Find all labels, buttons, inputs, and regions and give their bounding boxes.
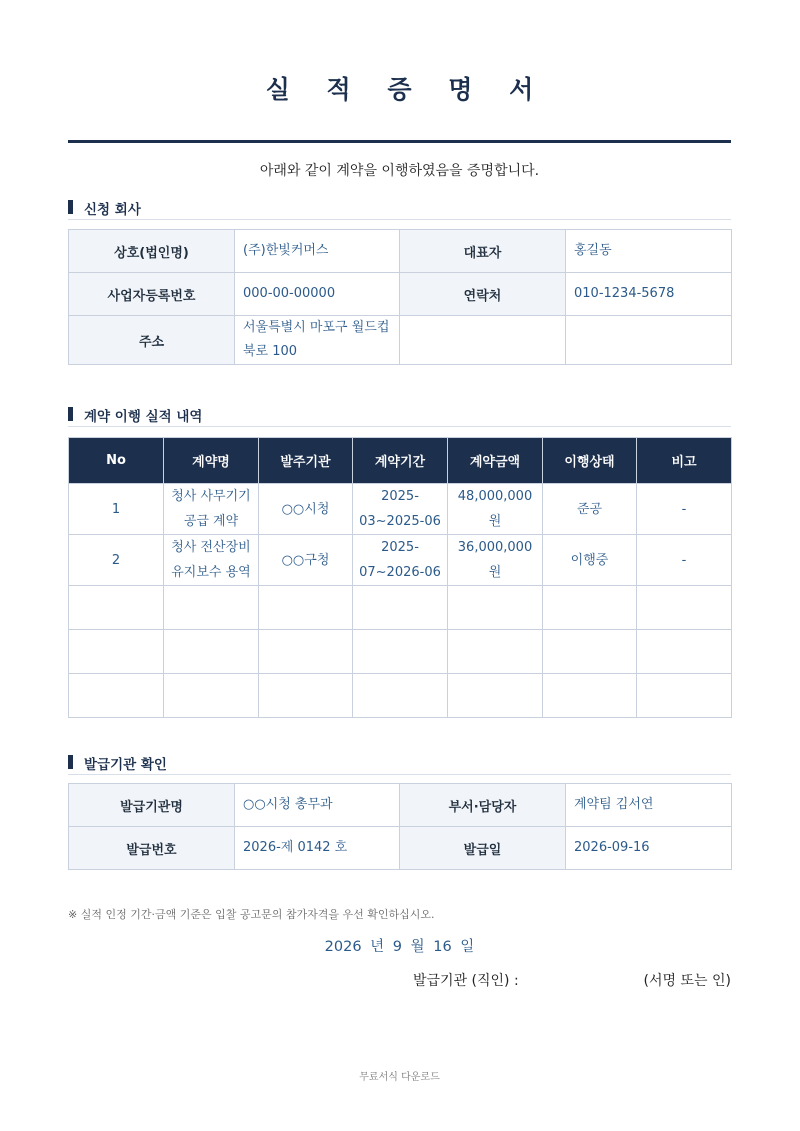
title-divider [68, 140, 731, 143]
section-title: 신청 회사 [84, 202, 141, 218]
empty-cell [259, 586, 353, 630]
section-title: 계약 이행 실적 내역 [84, 409, 203, 425]
empty-cell [543, 630, 637, 674]
table-cell: 준공 [543, 484, 637, 535]
empty-cell [448, 630, 543, 674]
section-performance-heading [68, 404, 731, 427]
section-marker [68, 200, 73, 214]
issuer-table [68, 783, 732, 870]
empty-cell [164, 674, 259, 718]
bizno-label: 사업자등록번호 [69, 273, 235, 316]
empty-cell [69, 586, 164, 630]
table-cell: 2025-03~2025-06 [353, 484, 448, 535]
column-header: 계약금액 [448, 438, 543, 484]
address-label: 주소 [69, 316, 235, 365]
phone-value: 010-1234-5678 [566, 273, 732, 316]
column-header: No [69, 438, 164, 484]
ceo-label: 대표자 [400, 230, 566, 273]
empty-cell [637, 630, 732, 674]
table-cell: - [637, 535, 732, 586]
empty-cell [543, 586, 637, 630]
intro-text: 아래와 같이 계약을 이행하였음을 증명합니다. [259, 163, 540, 179]
issue-no-label: 발급번호 [69, 827, 235, 870]
table-cell: - [637, 484, 732, 535]
empty-table-row [69, 586, 732, 630]
empty-cell [448, 586, 543, 630]
column-header: 계약명 [164, 438, 259, 484]
empty-cell [164, 630, 259, 674]
empty-cell [353, 674, 448, 718]
table-row [69, 535, 732, 586]
org-value: ○○시청 총무과 [235, 784, 400, 827]
empty-cell [69, 674, 164, 718]
empty-table-row [69, 674, 732, 718]
empty-cell [566, 316, 732, 365]
empty-cell [400, 316, 566, 365]
empty-cell [353, 586, 448, 630]
table-cell: 이행중 [543, 535, 637, 586]
document-title: 실 적 증 명 서 [265, 75, 548, 104]
empty-cell [259, 674, 353, 718]
empty-cell [637, 586, 732, 630]
empty-cell [164, 586, 259, 630]
section-marker [68, 407, 73, 421]
table-cell: ○○시청 [259, 484, 353, 535]
phone-label: 연락처 [400, 273, 566, 316]
issue-date-label: 발급일 [400, 827, 566, 870]
dept-value: 계약팀 김서연 [566, 784, 732, 827]
table-cell: 48,000,000원 [448, 484, 543, 535]
empty-cell [448, 674, 543, 718]
section-title: 발급기관 확인 [84, 757, 167, 773]
org-label: 발급기관명 [69, 784, 235, 827]
table-cell: 청사 사무기기 공급 계약 [164, 484, 259, 535]
address-value: 서울특별시 마포구 월드컵북로 100 [235, 316, 400, 365]
empty-cell [259, 630, 353, 674]
section-marker [68, 755, 73, 769]
ceo-value: 홍길동 [566, 230, 732, 273]
performance-table [68, 437, 732, 718]
bizno-value: 000-00-00000 [235, 273, 400, 316]
dept-label: 부서·담당자 [400, 784, 566, 827]
table-cell: 36,000,000원 [448, 535, 543, 586]
table-cell: ○○구청 [259, 535, 353, 586]
empty-table-row [69, 630, 732, 674]
company-value: (주)한빛커머스 [235, 230, 400, 273]
column-header: 비고 [637, 438, 732, 484]
column-header: 발주기관 [259, 438, 353, 484]
table-cell: 2025-07~2026-06 [353, 535, 448, 586]
column-header: 이행상태 [543, 438, 637, 484]
table-cell: 2 [69, 535, 164, 586]
signature-line: (서명 또는 인) [643, 973, 731, 989]
section-applicant-heading [68, 197, 731, 220]
footer-text: 무료서식 다운로드 [359, 1072, 440, 1083]
empty-cell [543, 674, 637, 718]
company-label: 상호(법인명) [69, 230, 235, 273]
issue-date: 2026 년 9 월 16 일 [324, 939, 475, 955]
table-cell: 1 [69, 484, 164, 535]
table-cell: 청사 전산장비 유지보수 용역 [164, 535, 259, 586]
empty-cell [69, 630, 164, 674]
section-issuer-heading [68, 752, 731, 775]
issuer-seal-line: 발급기관 (직인) : [413, 973, 519, 989]
empty-cell [353, 630, 448, 674]
applicant-table [68, 229, 732, 365]
issue-no-value: 2026-제 0142 호 [235, 827, 400, 870]
table-row [69, 484, 732, 535]
issue-date-value: 2026-09-16 [566, 827, 732, 870]
column-header: 계약기간 [353, 438, 448, 484]
notice-text: ※ 실적 인정 기간·금액 기준은 입찰 공고문의 참가자격을 우선 확인하십시오. [68, 908, 435, 921]
empty-cell [637, 674, 732, 718]
